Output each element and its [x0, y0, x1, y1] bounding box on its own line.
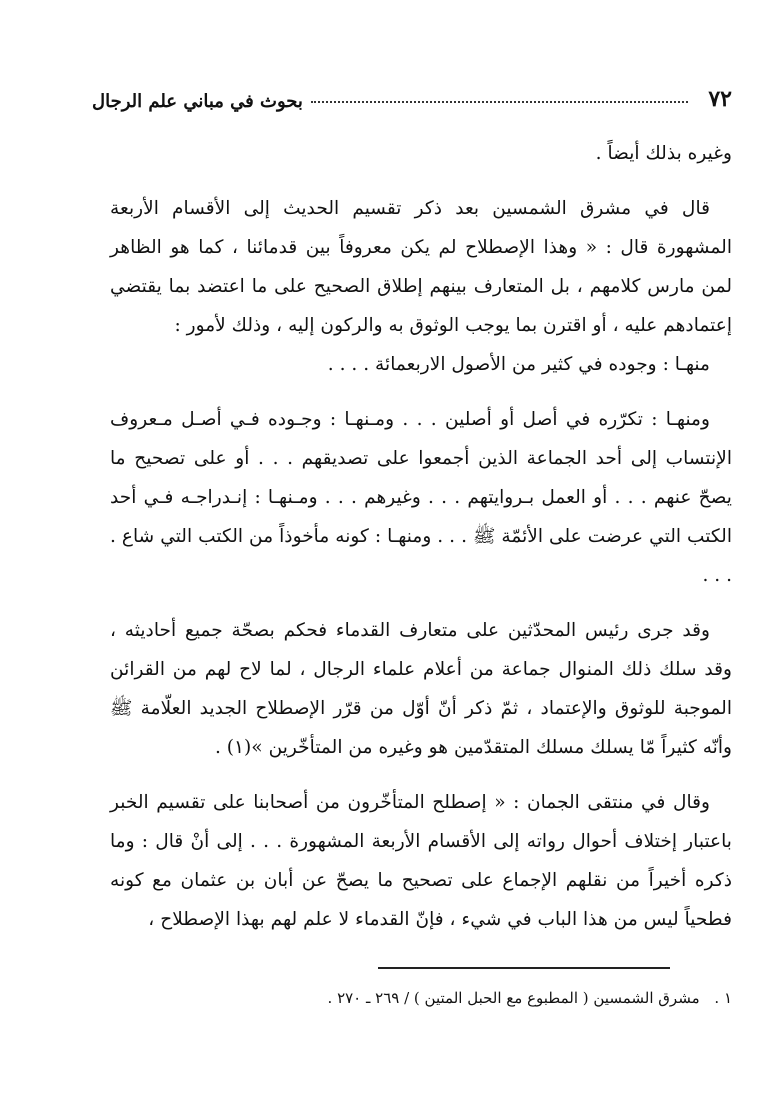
running-title: بحوث في مباني علم الرجال — [92, 91, 303, 112]
footnote-divider — [378, 967, 670, 969]
paragraph-reason-one: منهـا : وجوده في كثير من الأصول الاربعمائة . . . . — [327, 354, 710, 375]
page-number: ٧٢ — [708, 86, 732, 112]
footnote-text: مشرق الشمسين ( المطبوع مع الحبل المتين ) / ٢٦٩ ـ ٢٧٠ . — [327, 989, 700, 1007]
paragraph-reasons-list: ومنهـا : تكرّره في أصل أو أصلين . . . ومـنهـا : وجـوده فـي أصـل مـعروف الإنتساب إلى أحد الجماعة الذين أجمعوا على تصديقهم . . . أو على تصحيح ما يصحّ عنهم . . . أو العمل بـروايتهم . . . وغيرهم . . . ومـنهـا : إنـدراجـه فـي أحد الكتب التي عرضت على الأئمّة ﷺ . . . ومنهـا : كونه مأخوذاً من الكتب التي شاع . . . . — [110, 409, 732, 586]
dotted-leader — [311, 101, 688, 103]
paragraph-muntaqa-quote: وقال في منتقى الجمان : « إصطلح المتأخّرون من أصحابنا على تقسيم الخبر باعتبار إختلاف أحوال رواته إلى الأقسام الأربعة المشهورة . . . إلى أنْ قال : وما ذكره أخيراً من نقلهم الإجماع على تصحيح ما يصحّ عن أبان بن عثمان مع كونه فطحياً ليس من هذا الباب في شيء ، فإنّ القدماء لا علم لهم بهذا الإصطلاح ، — [110, 792, 732, 930]
page-body — [110, 134, 732, 939]
page-header — [92, 76, 732, 112]
footnote — [110, 986, 732, 1010]
footnote-number: ١ . — [714, 989, 732, 1007]
paragraph-mashriq-quote: قال في مشرق الشمسين بعد ذكر تقسيم الحديث إلى الأقسام الأربعة المشهورة قال : « وهذا الإصطلاح لم يكن معروفاً بين قدمائنا ، كما هو الظاهر لمن مارس كلامهم ، بل المتعارف بينهم إطلاق الصحيح على ما اعتضد بما يقتضي إعتمادهم عليه ، أو اقترن بما يوجب الوثوق به والركون إليه ، وذلك لأمور : — [110, 198, 732, 336]
paragraph-muhaddithin: وقد جرى رئيس المحدّثين على متعارف القدماء فحكم بصحّة جميع أحاديثه ، وقد سلك ذلك المنوال جماعة من أعلام علماء الرجال ، لما لاح لهم من القرائن الموجبة للوثوق والإعتماد ، ثمّ ذكر أنّ أوّل من قرّر الإصطلاح الجديد العلّامة ﷺ وأنّه كثيراً مّا يسلك مسلك المتقدّمين هو وغيره من المتأخّرين »(١) . — [110, 620, 732, 758]
paragraph-continuation: وغيره بذلك أيضاً . — [595, 143, 732, 164]
